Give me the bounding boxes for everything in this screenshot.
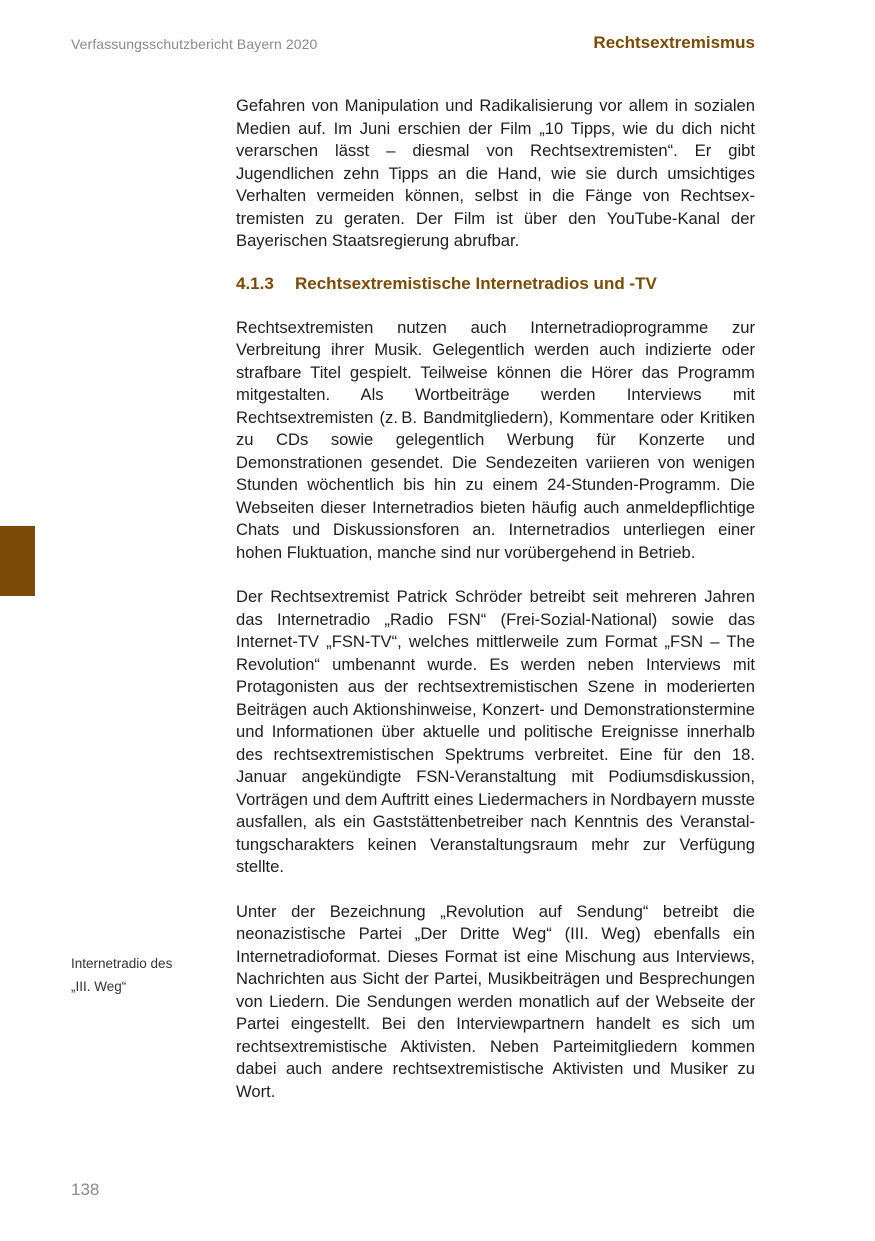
section-heading [236, 273, 755, 295]
running-header-chapter: Rechtsextremismus [593, 33, 755, 52]
page-number: 138 [71, 1180, 100, 1199]
margin-note [71, 952, 221, 998]
margin-note-line2: „III. Weg“ [71, 979, 127, 994]
running-header-publication: Verfassungsschutzbericht Bayern 2020 [71, 36, 318, 52]
paragraph-internetradios: Rechtsextremisten nutzen auch Internetradioprogramme zur Verbreitung ihrer Musik. Gelegentlich werden auch indizierte oder strafbare Titel gespielt. Teilweise können die Hörer das Programm mitgestalten. Als Wortbeiträge werden Interviews mit Rechtsextremisten (z. B. Bandmitgliedern), Kommentare oder Kritiken zu CDs sowie gelegentlich Werbung für Konzerte und Demonstrationen gesendet. Die Sendezeiten variieren von wenigen Stunden wöchentlich bis hin zu einem 24-Stunden-Programm. Die Webseiten dieser Internetradios bieten häufig auch anmeldepflichtige Chats und Diskussionsforen an. Internetradios unterliegen einer hohen Fluktuation, manche sind nur vorübergehend in Betrieb. [236, 317, 755, 562]
section-title: Rechtsextremistische Internetradios und -TV [295, 273, 657, 293]
section-number: 4.1.3 [236, 273, 274, 293]
main-text-column [236, 95, 755, 1103]
margin-note-line1: Internetradio des [71, 956, 173, 971]
chapter-tab-marker [0, 526, 35, 596]
paragraph-intro: Gefahren von Manipulation und Radikalisierung vor allem in sozialen Medien auf. Im Juni erschien der Film „10 Tipps, wie du dich nicht verarschen lässt – diesmal von Rechtsextremisten“. Er gibt Jugendlichen zehn Tipps an die Hand, wie sie durch umsichtiges Verhalten vermeiden können, selbst in die Fänge von Rechtsextremisten zu geraten. Der Film ist über den YouTube-Kanal der Bayerischen Staatsregierung abrufbar. [236, 96, 755, 250]
paragraph-dritter-weg: Unter der Bezeichnung „Revolution auf Sendung“ betreibt die neonazistische Partei „Der Dritte Weg“ (III. Weg) ebenfalls ein Internetradioformat. Dieses Format ist eine Mischung aus Interviews, Nachrichten aus Sicht der Partei, Musikbeiträgen und Besprechungen von Liedern. Die Sendungen werden monatlich auf der Webseite der Partei eingestellt. Bei den Interviewpartnern handelt es sich um rechtsextremistische Aktivisten. Neben Parteimitgliedern kommen dabei auch andere rechtsextremistische Aktivisten und Musiker zu Wort. [236, 901, 755, 1101]
paragraph-fsn: Der Rechtsextremist Patrick Schröder betreibt seit mehreren Jahren das Internetradio „Radio FSN“ (Frei-Sozial-National) sowie das Internet-TV „FSN-TV“, welches mittlerweile zum Format „FSN – The Revolution“ umbenannt wurde. Es werden neben Interviews mit Protagonisten aus der rechtsextremistischen Szene in moderierten Beiträgen auch Aktionshinweise, Konzert- und Demonstrationstermine und Informationen über aktuelle und politische Ereignisse innerhalb des rechtsextremistischen Spektrums verbreitet. Eine für den 18. Januar angekündigte FSN-Veranstaltung mit Podiumsdiskussion, Vorträgen und dem Auftritt eines Liedermachers in Nordbayern musste ausfallen, als ein Gaststättenbetreiber nach Kenntnis des Veranstaltungscharakters keinen Veranstaltungsraum mehr zur Verfügung stellte. [236, 587, 755, 876]
